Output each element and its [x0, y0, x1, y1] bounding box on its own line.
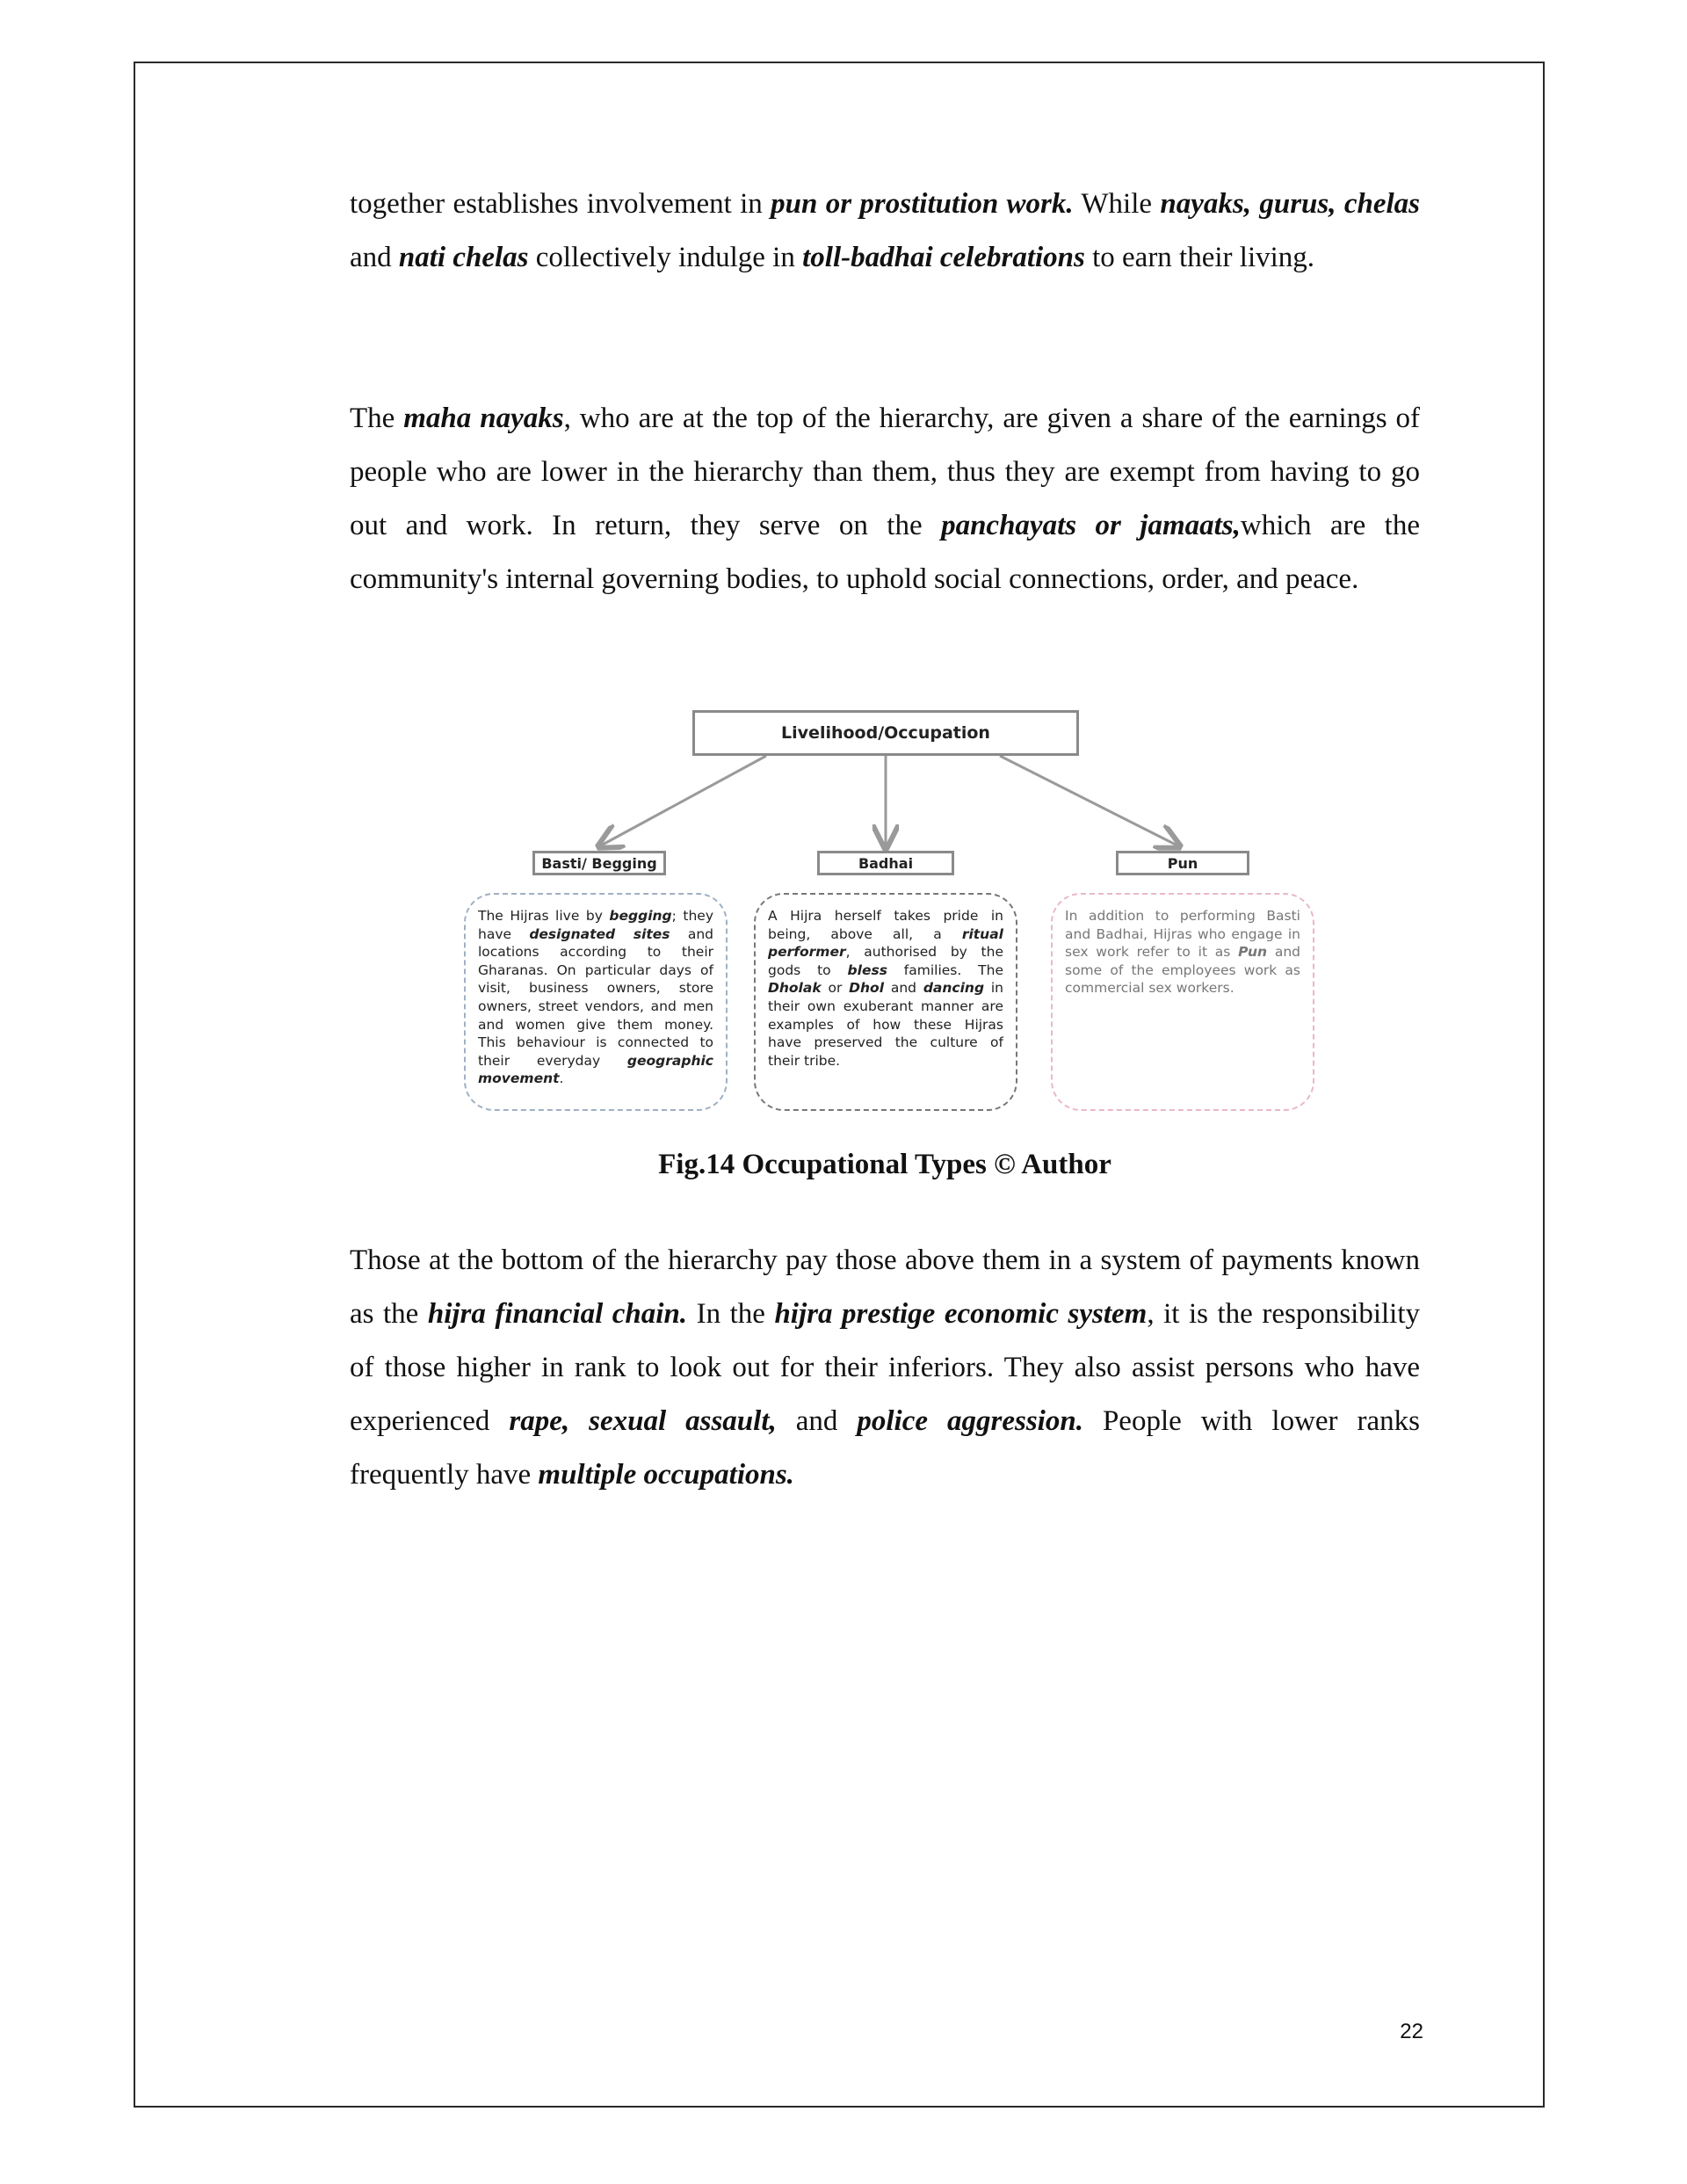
category-basti-begging: Basti/ Begging	[532, 851, 666, 875]
emphasis: hijra financial chain.	[427, 1298, 688, 1330]
emphasis: ritual performer	[768, 925, 1003, 961]
emphasis: multiple occupations.	[538, 1459, 794, 1491]
emphasis: toll-badhai celebrations	[802, 242, 1085, 273]
emphasis: bless	[847, 961, 887, 978]
paragraph-2: The maha nayaks, who are at the top of the hierarchy, are given a share of the earnings of people who are lower in the hierarchy than them, thus they are exempt from having to go out and work. In return, they serve on the panchayats or jamaats,which are the community's internal governing bodies, to uphold social connections, order, and peace.	[350, 403, 1420, 595]
emphasis: maha nayaks	[403, 403, 564, 434]
arrow-to-basti	[601, 756, 766, 845]
emphasis: panchayats or jamaats,	[941, 510, 1241, 541]
emphasis: begging	[609, 908, 672, 924]
figure-caption: Fig.14 Occupational Types © Author	[658, 1149, 1111, 1180]
emphasis: Dholak	[768, 980, 822, 997]
paragraph-3: Those at the bottom of the hierarchy pay those above them in a system of payments known as the hijra financial chain. In the hijra prestige economic system, it is the responsibility of those higher in rank to look out for their inferiors. They also assist persons who have experienced rape, sexual assault, and police aggression. People with lower ranks frequently have multiple occupations.	[350, 1244, 1421, 1491]
livelihood-occupation-box: Livelihood/Occupation	[692, 710, 1079, 756]
page-number: 22	[1400, 2020, 1423, 2043]
category-pun: Pun	[1116, 851, 1249, 875]
occupational-types-diagram	[457, 703, 1318, 1125]
basti-description: The Hijras live by begging; they have designated sites and locations according to their Gharanas. On particular days of visit, business owners, store owners, street vendors, and men and women give them money. This behaviour is connected to their everyday geographic movement.	[464, 893, 728, 1111]
emphasis: designated sites	[529, 925, 670, 942]
emphasis: hijra prestige economic system	[774, 1298, 1148, 1330]
pun-description: In addition to performing Basti and Badhai, Hijras who engage in sex work refer to it as Pun and some of the employees work as commercial sex workers.	[1051, 893, 1314, 1111]
category-badhai: Badhai	[817, 851, 954, 875]
arrow-to-pun	[1000, 756, 1177, 845]
emphasis: Dhol	[849, 980, 885, 997]
paragraph-1: together establishes involvement in pun or prostitution work. While nayaks, gurus, chelas and nati chelas collectively indulge in toll-badhai celebrations to earn their living.	[350, 188, 1421, 273]
emphasis: rape, sexual assault,	[509, 1405, 777, 1437]
emphasis: dancing	[923, 980, 985, 997]
emphasis: pun or prostitution work.	[771, 188, 1074, 220]
emphasis: nati chelas	[398, 242, 529, 273]
emphasis: geographic movement	[478, 1052, 713, 1087]
emphasis: police aggression.	[857, 1405, 1083, 1437]
badhai-description: A Hijra herself takes pride in being, above all, a ritual performer, authorised by the gods to bless families. The Dholak or Dhol and dancing in their own exuberant manner are examples of how these Hijras have preserved the culture of their tribe.	[754, 893, 1017, 1111]
emphasis: Pun	[1238, 944, 1268, 961]
emphasis: nayaks, gurus, chelas	[1160, 188, 1421, 220]
